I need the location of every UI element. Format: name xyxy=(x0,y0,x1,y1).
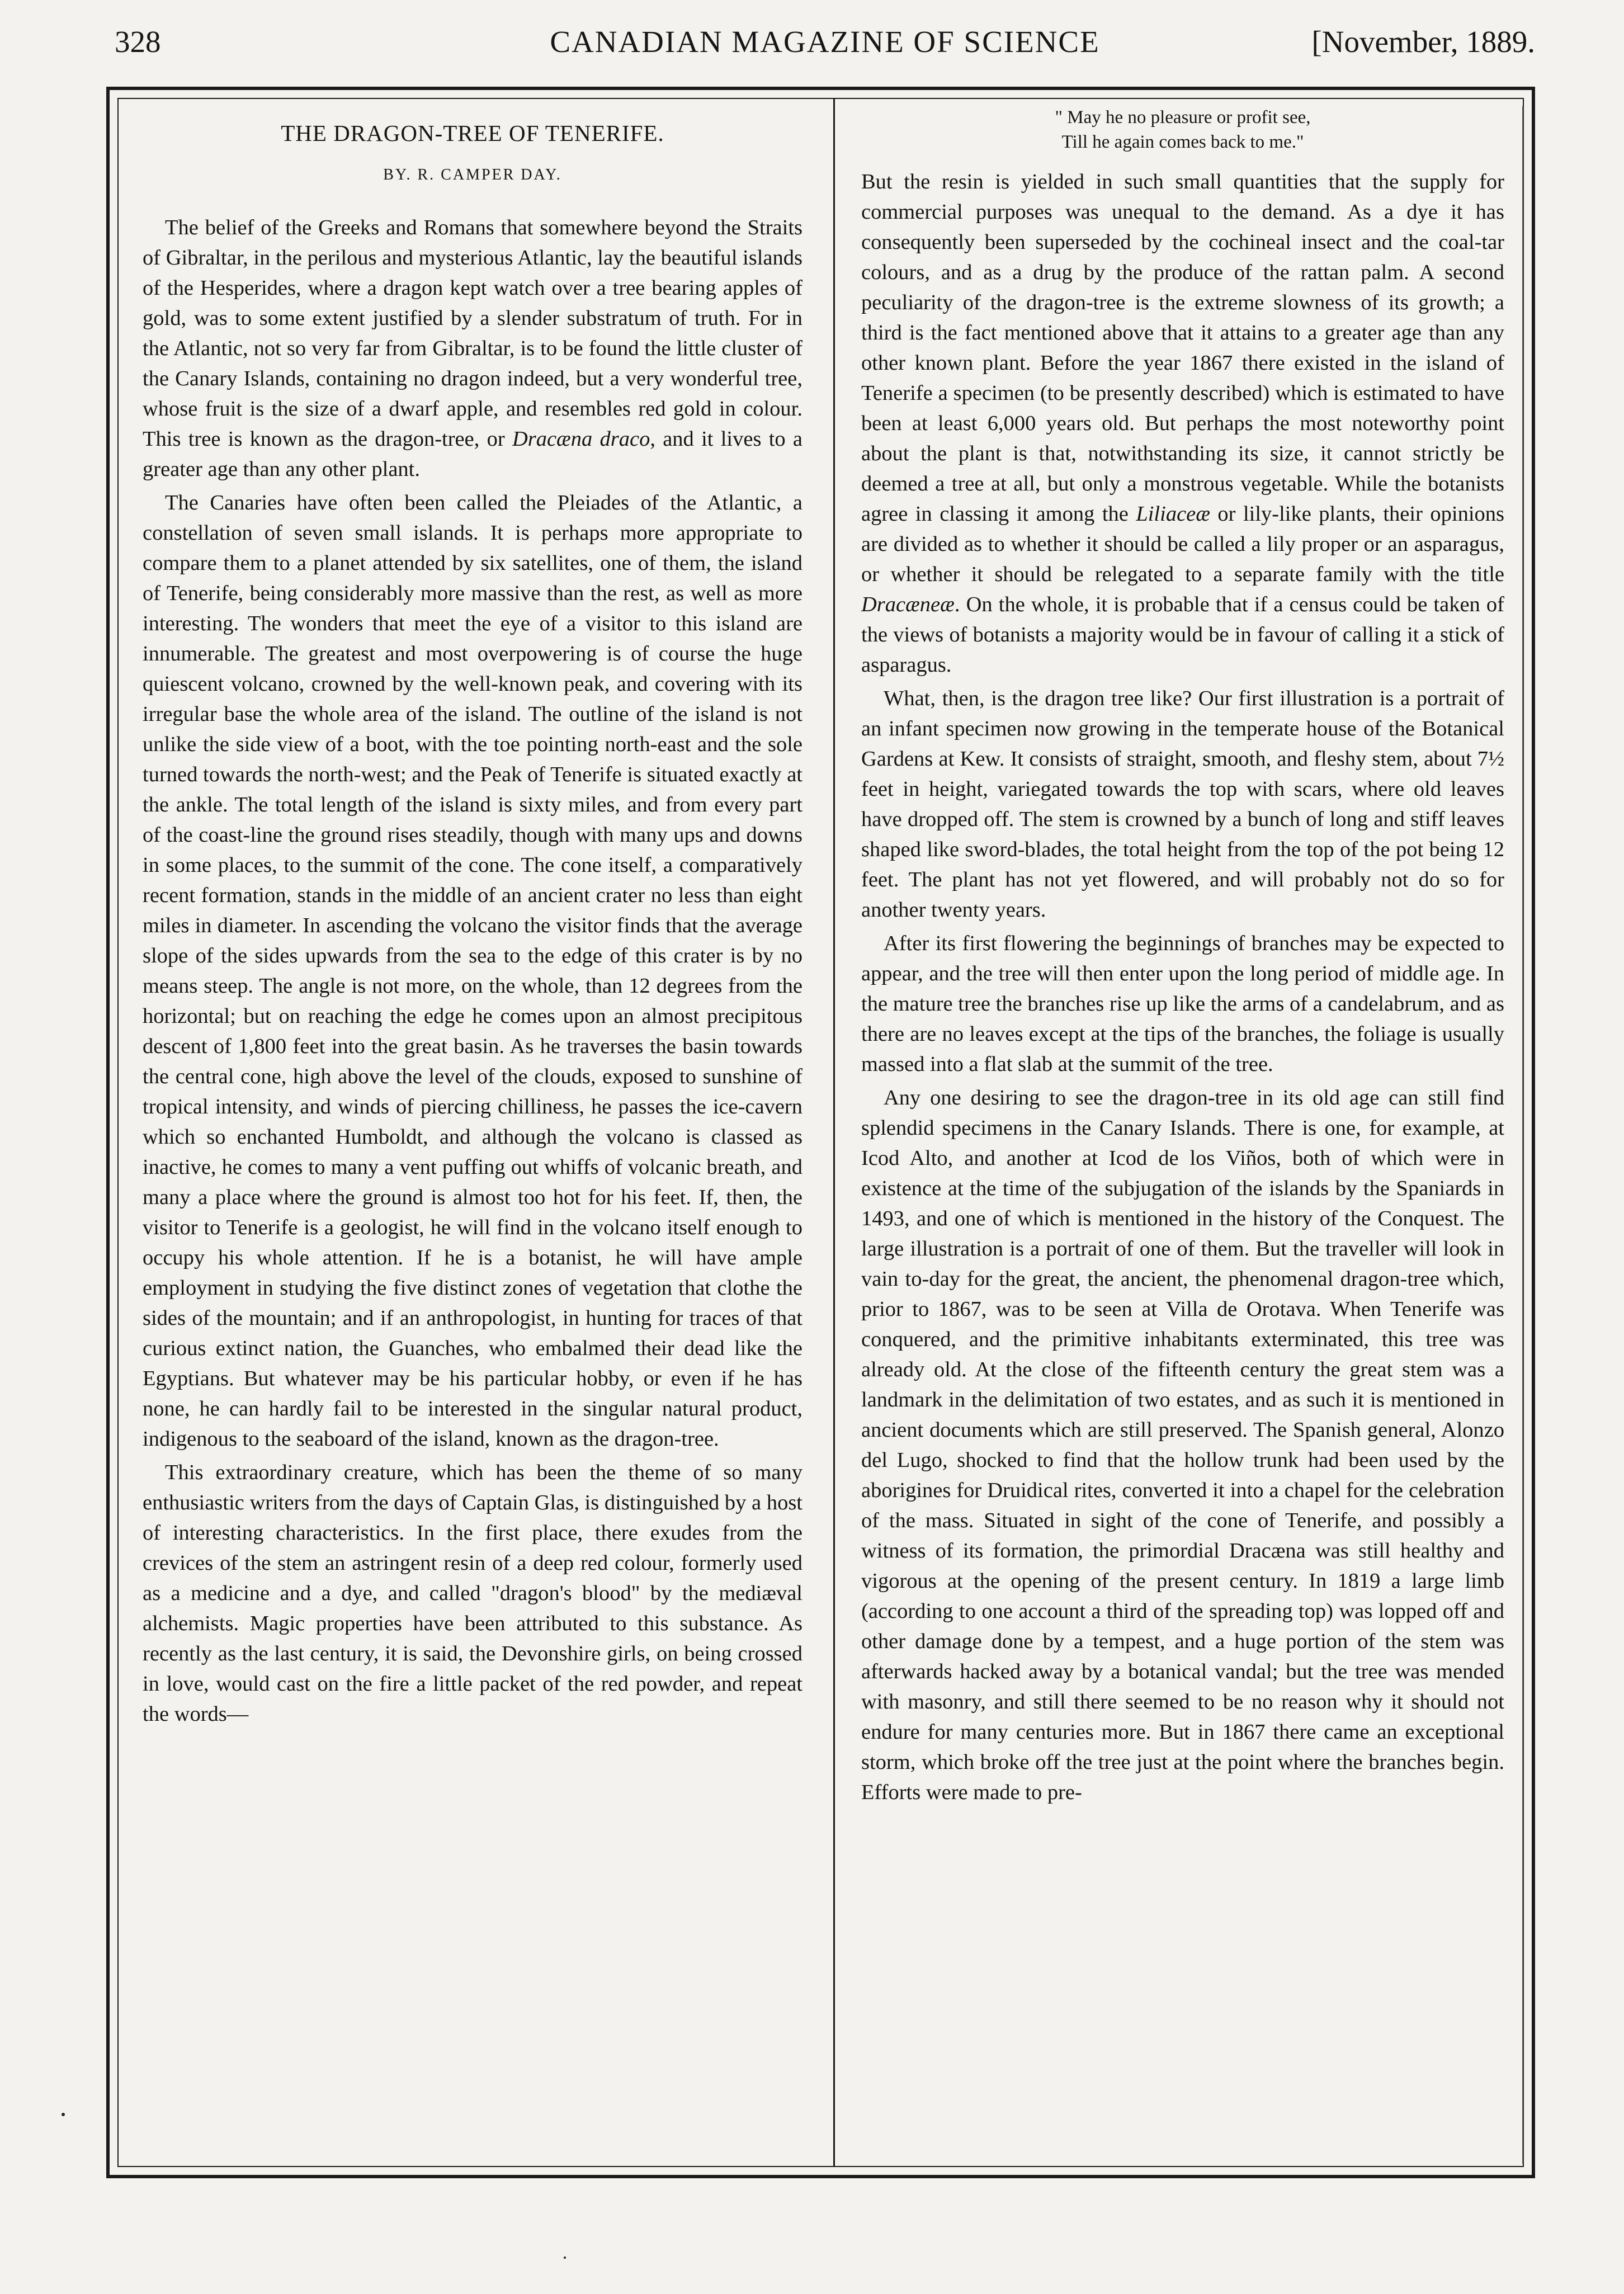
stray-mark xyxy=(62,2113,65,2116)
verse-line: " May he no pleasure or profit see, xyxy=(1055,107,1311,128)
article-title: THE DRAGON-TREE OF TENERIFE. xyxy=(281,120,664,146)
verse-quotation xyxy=(861,105,1504,154)
paragraph: Any one desiring to see the dragon-tree in its old age can still find splendid specimens in the Canary Islands. There is one, for example, at Icod Alto, and another at Icod de los Viños, both of which were in existence at the time of the subjugation of the islands by the Spaniards in 1493, and one of which is mentioned in the history of the Conquest. The large illustration is a portrait of one of them. But the traveller will look in vain to-day for the great, the ancient, the phenomenal dragon-tree which, prior to 1867, was to be seen at Villa de Orotava. When Tenerife was conquered, and the primitive inhabitants exterminated, this tree was already old. At the close of the fifteenth century the great stem was a landmark in the delimitation of two estates, and as such it is mentioned in ancient documents which are still preserved. The Spanish general, Alonzo del Lugo, shocked to find that the hollow trunk had been used by the aborigines for Druidical rites, converted it into a chapel for the celebration of the mass. Situated in sight of the cone of Tenerife, and possibly a witness of its formation, the primordial Dracæna was still healthy and vigorous at the opening of the present century. In 1819 a large limb (according to one account a third of the spreading top) was lopped off and other damage done by a tempest, and a huge portion of the stem was afterwards hacked away by a botanical vandal; but the tree was mended with masonry, and still there seemed to be no reason why it should not endure for many centuries more. But in 1867 there came an exceptional storm, which broke off the tree just at the point where the branches begin. Efforts were made to pre- xyxy=(861,1086,1504,1804)
paragraph: This extraordinary creature, which has been the theme of so many enthusiastic writers from the days of Captain Glas, is distinguished by a host of interesting characteristics. In the first place, there exudes from the crevices of the stem an astringent resin of a deep red colour, formerly used as a medicine and a dye, and called "dragon's blood" by the mediæval alchemists. Magic properties have been attributed to this substance. As recently as the last century, it is said, the Devonshire girls, on being crossed in love, would cast on the fire a little packet of the red powder, and repeat the words— xyxy=(143,1461,802,1726)
verse-line: Till he again comes back to me." xyxy=(1061,132,1304,152)
running-head xyxy=(115,22,1535,62)
paragraph: After its first flowering the beginnings of branches may be expected to appear, and the tree will then enter upon the long period of middle age. In the mature tree the branches rise up like the arms of a candelabrum, and as there are no leaves except at the tips of the branches, the foliage is usually massed into a flat slab at the summit of the tree. xyxy=(861,932,1504,1076)
right-column xyxy=(861,105,1504,1811)
column-rule xyxy=(833,98,835,2167)
paragraph: What, then, is the dragon tree like? Our first illustration is a portrait of an infant specimen now growing in the temperate house of the Botanical Gardens at Kew. It consists of straight, smooth, and fleshy stem, about 7½ feet in height, variegated towards the top with scars, where old leaves have dropped off. The stem is crowned by a bunch of long and stiff leaves shaped like sword-blades, the total height from the top of the pot being 12 feet. The plant has not yet flowered, and will probably not do so for another twenty years. xyxy=(861,687,1504,922)
issue-date: [November, 1889. xyxy=(1311,25,1535,59)
stray-mark xyxy=(564,2257,566,2259)
paragraph: The Canaries have often been called the Pleiades of the Atlantic, a constellation of seven small islands. It is perhaps more appropriate to compare them to a planet attended by six satellites, one of them, the island of Tenerife, being considerably more massive than the rest, as well as more interesting. The wonders that meet the eye of a visitor to this island are innumerable. The greatest and most overpowering is of course the huge quiescent volcano, crowned by the well-known peak, and covering with its irregular base the whole area of the island. The outline of the island is not unlike the side view of a boot, with the toe pointing north-east and the sole turned towards the north-west; and the Peak of Tenerife is situated exactly at the ankle. The total length of the island is sixty miles, and from every part of the coast-line the ground rises steadily, though with many ups and downs in some places, to the summit of the cone. The cone itself, a comparatively recent formation, stands in the middle of an ancient crater no less than eight miles in diameter. In ascending the volcano the visitor finds that the average slope of the sides upwards from the sea to the edge of this crater is by no means steep. The angle is not more, on the whole, than 12 degrees from the horizontal; but on reaching the edge he comes upon an almost precipitous descent of 1,800 feet into the great basin. As he traverses the basin towards the central cone, high above the level of the clouds, exposed to sunshine of tropical intensity, and winds of piercing chilliness, he passes the ice-cavern which so enchanted Humboldt, and although the volcano is classed as inactive, he comes to many a vent puffing out whiffs of volcanic breath, and many a place where the ground is almost too hot for his feet. If, then, the visitor to Tenerife is a geologist, he will find in the volcano itself enough to occupy his whole attention. If he is a botanist, he will have ample employment in studying the five distinct zones of vegetation that clothe the sides of the mountain; and if an anthropologist, in hunting for traces of that curious extinct nation, the Guanches, who embalmed their dead like the Egyptians. But whatever may be his particular hobby, or even if he has none, he can hardly fail to be interested in the singular natural product, indigenous to the seaboard of the island, known as the dragon-tree. xyxy=(143,491,802,1451)
page-number: 328 xyxy=(115,25,161,59)
paragraph: But the resin is yielded in such small quantities that the supply for commercial purposes was unequal to the demand. As a dye it has consequently been superseded by the cochineal insect and the coal-tar colours, and as a drug by the produce of the rattan palm. A second peculiarity of the dragon-tree is the extreme slowness of its growth; a third is the fact mentioned above that it attains to a greater age than any other known plant. Before the year 1867 there existed in the island of Tenerife a specimen (to be presently described) which is estimated to have been at least 6,000 years old. But perhaps the most noteworthy point about the plant is that, notwithstanding its size, it cannot strictly be deemed a tree at all, but only a monstrous vegetable. While the botanists agree in classing it among the Liliaceæ or lily-like plants, their opinions are divided as to whether it should be called a lily proper or an asparagus, or whether it should be relegated to a separate family with the title Dracæneæ. On the whole, it is probable that if a census could be taken of the views of botanists a majority would be in favour of calling it a stick of asparagus. xyxy=(861,170,1504,677)
article-byline: BY. R. CAMPER DAY. xyxy=(383,166,562,183)
paragraph: The belief of the Greeks and Romans that somewhere beyond the Straits of Gibraltar, in the perilous and mysterious Atlantic, lay the beautiful islands of the Hesperides, where a dragon kept watch over a tree bearing apples of gold, was to some extent justified by a slender substratum of truth. For in the Atlantic, not so very far from Gibraltar, is to be found the little cluster of the Canary Islands, containing no dragon indeed, but a very wonderful tree, whose fruit is the size of a dwarf apple, and resembles red gold in colour. This tree is known as the dragon-tree, or Dracæna draco, and it lives to a greater age than any other plant. xyxy=(143,216,802,481)
journal-title: CANADIAN MAGAZINE OF SCIENCE xyxy=(550,25,1100,59)
margin-rule xyxy=(1522,106,1523,2164)
left-column xyxy=(143,117,802,1733)
